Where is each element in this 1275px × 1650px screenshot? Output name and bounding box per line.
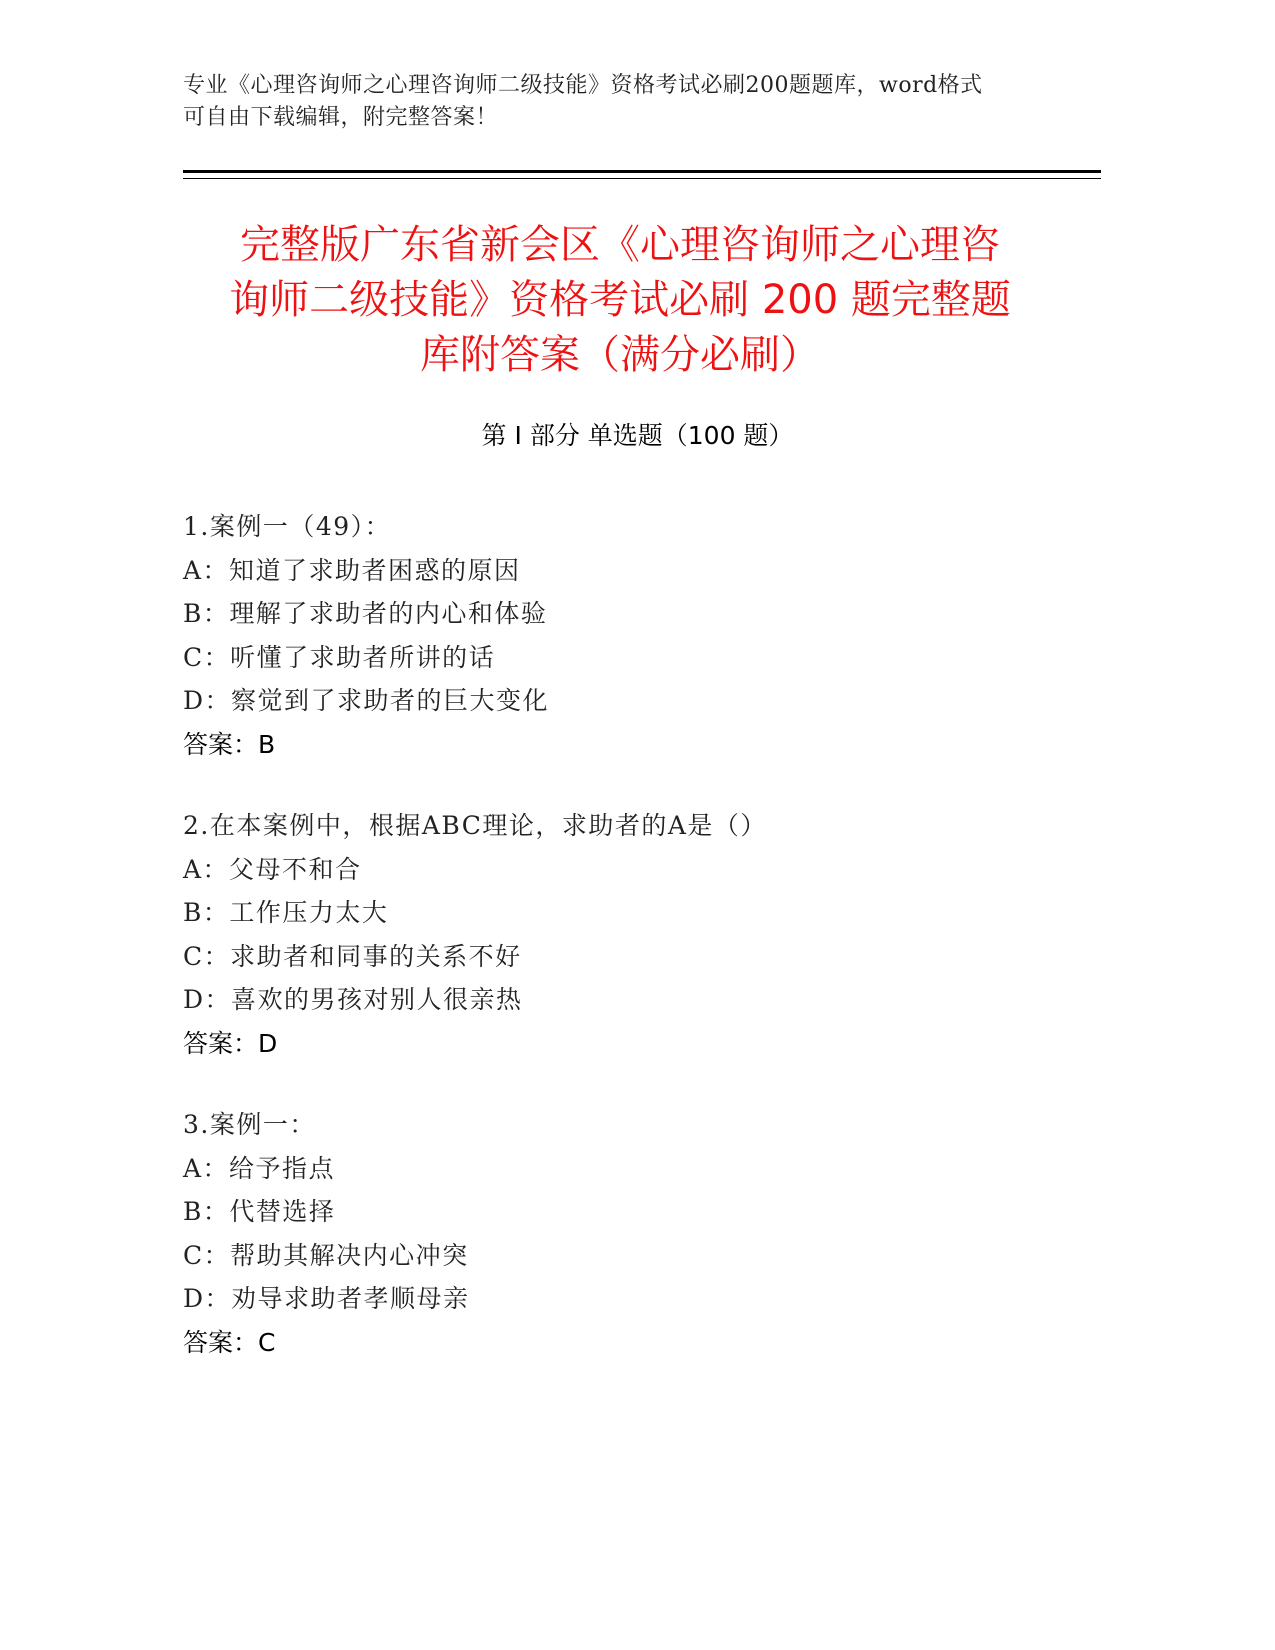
answer: 答案：D <box>183 1028 278 1058</box>
option-d: D：劝导求助者孝顺母亲 <box>183 1284 470 1313</box>
header-note-line-2: 可自由下载编辑，附完整答案！ <box>183 105 499 130</box>
question-stem: 2.在本案例中，根据ABC理论，求助者的A是（） <box>183 811 767 840</box>
option-c: C：帮助其解决内心冲突 <box>183 1240 469 1270</box>
question-2 <box>183 804 1083 1065</box>
header-note-line-1: 专业《心理咨询师之心理咨询师二级技能》资格考试必刷200题题库，word格式 <box>183 73 983 98</box>
document-title-line-1: 完整版广东省新会区《心理咨询师之心理咨 <box>240 222 1000 268</box>
document-title-line-2: 询师二级技能》资格考试必刷 200 题完整题 <box>229 277 1011 323</box>
option-b: B：工作压力太大 <box>183 898 389 927</box>
question-stem: 1.案例一（49）： <box>183 512 392 541</box>
question-list <box>183 505 1083 1402</box>
answer: 答案：B <box>183 729 276 759</box>
section-heading: 第 I 部分 单选题（100 题） <box>481 421 794 450</box>
option-c: C：求助者和同事的关系不好 <box>183 941 522 971</box>
option-d: D：喜欢的男孩对别人很亲热 <box>183 985 523 1014</box>
header-rule-thick <box>183 170 1101 173</box>
question-1 <box>183 505 1083 766</box>
header-rule-thin <box>183 178 1101 179</box>
question-stem: 3.案例一： <box>183 1110 316 1139</box>
option-a: A：父母不和合 <box>183 854 362 884</box>
option-a: A：知道了求助者困惑的原因 <box>183 555 521 585</box>
option-d: D：察觉到了求助者的巨大变化 <box>183 686 550 715</box>
option-a: A：给予指点 <box>183 1153 336 1183</box>
answer: 答案：C <box>183 1327 276 1357</box>
document-title <box>180 218 1060 383</box>
question-3 <box>183 1103 1083 1364</box>
option-c: C：听懂了求助者所讲的话 <box>183 642 496 672</box>
header-note <box>183 70 1083 134</box>
document-title-line-3: 库附答案（满分必刷） <box>420 332 820 378</box>
option-b: B：代替选择 <box>183 1197 336 1226</box>
option-b: B：理解了求助者的内心和体验 <box>183 599 548 628</box>
